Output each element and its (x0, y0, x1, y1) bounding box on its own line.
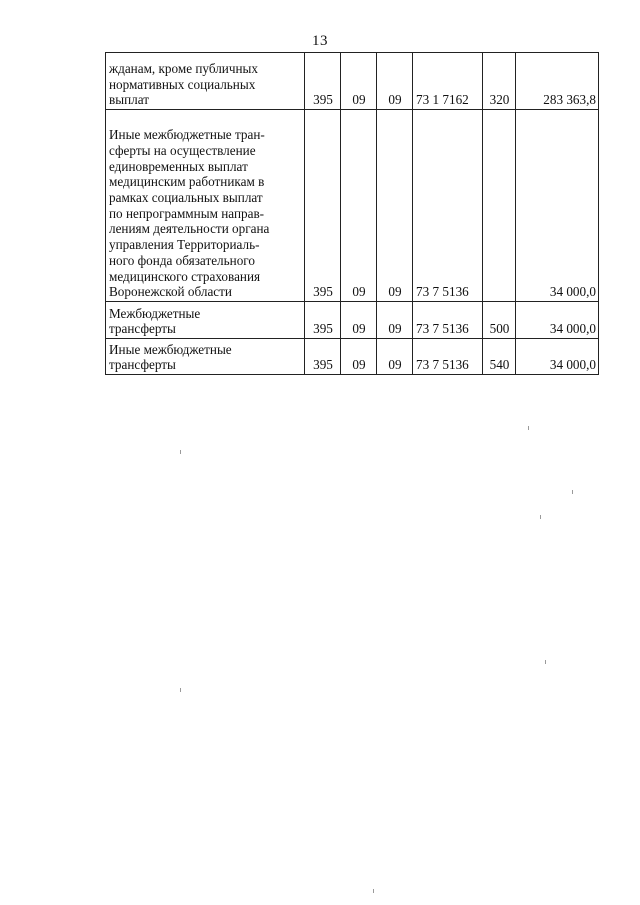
amount-cell: 283 363,8 (516, 53, 599, 110)
scan-speck (180, 688, 181, 692)
expense-type-cell (483, 110, 516, 302)
subsection-cell: 09 (377, 339, 413, 375)
subsection-cell: 09 (377, 110, 413, 302)
row-name-cell: Иные межбюджетные тран- сферты на осуществление единовременных выплат медицинским работникам в рамках социальных выплат по непрограммным направ- лениям деятельности органа управления Территориаль- ного фонда обязательного медицинского страхования Воронежской области (106, 110, 305, 302)
section-cell: 09 (341, 110, 377, 302)
expense-type-cell: 500 (483, 302, 516, 339)
table-row (106, 302, 599, 339)
target-article-cell: 73 1 7162 (413, 53, 483, 110)
amount-cell: 34 000,0 (516, 110, 599, 302)
subsection-cell: 09 (377, 53, 413, 110)
scan-speck (373, 889, 374, 893)
amount-cell: 34 000,0 (516, 302, 599, 339)
amount-cell: 34 000,0 (516, 339, 599, 375)
section-cell: 09 (341, 339, 377, 375)
budget-table (105, 52, 599, 375)
target-article-cell: 73 7 5136 (413, 339, 483, 375)
expense-type-cell: 540 (483, 339, 516, 375)
table-row (106, 339, 599, 375)
code-cell: 395 (305, 302, 341, 339)
target-article-cell: 73 7 5136 (413, 302, 483, 339)
scan-speck (545, 660, 546, 664)
scan-speck (528, 426, 529, 430)
scan-speck (572, 490, 573, 494)
table-row (106, 110, 599, 302)
section-cell: 09 (341, 302, 377, 339)
expense-type-cell: 320 (483, 53, 516, 110)
scan-speck (540, 515, 541, 519)
target-article-cell: 73 7 5136 (413, 110, 483, 302)
section-cell: 09 (341, 53, 377, 110)
code-cell: 395 (305, 339, 341, 375)
row-name-cell: Межбюджетные трансферты (106, 302, 305, 339)
code-cell: 395 (305, 110, 341, 302)
row-name-cell: жданам, кроме публичных нормативных социальных выплат (106, 53, 305, 110)
row-name-cell: Иные межбюджетные трансферты (106, 339, 305, 375)
scan-speck (180, 450, 181, 454)
page-number: 13 (312, 33, 328, 49)
table-row (106, 53, 599, 110)
subsection-cell: 09 (377, 302, 413, 339)
code-cell: 395 (305, 53, 341, 110)
